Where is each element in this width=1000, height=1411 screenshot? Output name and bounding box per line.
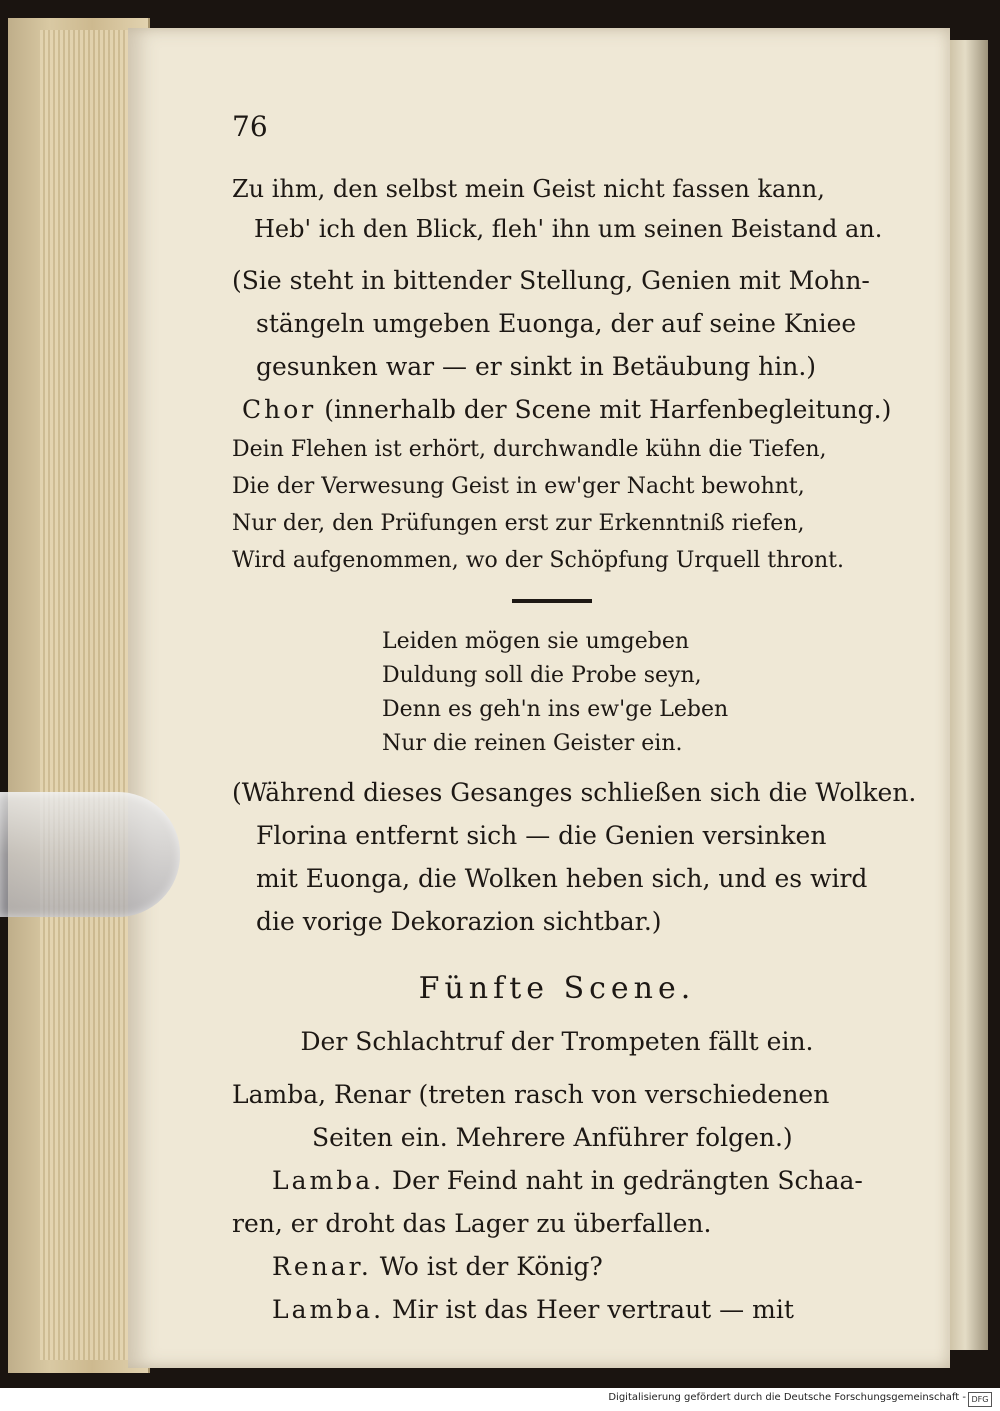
dialogue (232, 1159, 882, 1331)
dialogue-line (232, 1202, 882, 1245)
text-line: stängeln umgeben Euonga, der auf seine Kniee (256, 309, 857, 338)
speaker-name: Lamba. (272, 1295, 385, 1324)
speaker-name: Renar. (272, 1252, 372, 1281)
page-stack (40, 30, 130, 1360)
footer-credit: Digitalisierung gefördert durch die Deutsche Forschungsgemeinschaft - (608, 1392, 966, 1403)
chor-lines (232, 431, 882, 579)
top-lines (232, 169, 882, 249)
text-line: (Während dieses Gesanges schließen sich die Wolken. (232, 778, 917, 807)
speaker-name: Chor (242, 395, 317, 424)
scene-subtitle: Der Schlachtruf der Trompeten fällt ein. (300, 1027, 814, 1056)
text-line: gesunken war — er sinkt in Betäubung hin.) (256, 352, 817, 381)
entrance-direction (232, 1073, 882, 1159)
verse-line: Duldung soll die Probe seyn, (382, 663, 702, 688)
text-line: (Sie steht in bittender Stellung, Genien mit Mohn- (232, 266, 870, 295)
text-line: Dein Flehen ist erhört, durchwandle kühn die Tiefen, (232, 437, 827, 462)
verse (232, 625, 882, 761)
dialogue-text: Der Feind naht in gedrängten Schaa- (392, 1166, 863, 1195)
text-line: Florina entfernt sich — die Genien versinken (256, 821, 827, 850)
dialogue-text: ren, er droht das Lager zu überfallen. (232, 1209, 712, 1238)
text-line: mit Euonga, die Wolken heben sich, und es wird (256, 864, 868, 893)
dialogue-text: Wo ist der König? (379, 1252, 603, 1281)
chor-direction: (innerhalb der Scene mit Harfenbegleitung.) (324, 395, 892, 424)
dialogue-line (232, 1245, 882, 1288)
page-clip (0, 792, 180, 917)
text-line: Seiten ein. Mehrere Anführer folgen.) (312, 1123, 793, 1152)
text-line: Zu ihm, den selbst mein Geist nicht fassen kann, (232, 175, 825, 203)
page-number: 76 (232, 110, 268, 143)
dialogue-line (232, 1288, 882, 1331)
text-line: Heb' ich den Blick, fleh' ihn um seinen Beistand an. (254, 215, 883, 243)
text-line: die vorige Dekorazion sichtbar.) (256, 907, 662, 936)
stage-direction (232, 771, 917, 943)
verse-line: Denn es geh'n ins ew'ge Leben (382, 697, 729, 722)
dfg-logo: DFG (968, 1392, 992, 1407)
book-right-edge (950, 40, 988, 1350)
section-divider (512, 599, 592, 603)
scene-title: Fünfte Scene. (418, 971, 696, 1006)
page-content (232, 110, 917, 1331)
speaker-name: Lamba. (272, 1166, 385, 1195)
text-line: Nur der, den Prüfungen erst zur Erkenntniß riefen, (232, 511, 805, 536)
text-line: Die der Verwesung Geist in ew'ger Nacht bewohnt, (232, 474, 805, 499)
stage-direction (232, 259, 882, 388)
dialogue-line (232, 1159, 882, 1202)
text-line: Lamba, Renar (treten rasch von verschiedenen (232, 1080, 830, 1109)
verse-line: Leiden mögen sie umgeben (382, 629, 690, 654)
text-line: Wird aufgenommen, wo der Schöpfung Urquell thront. (232, 548, 844, 573)
dialogue-text: Mir ist das Heer vertraut — mit (392, 1295, 794, 1324)
verse-line: Nur die reinen Geister ein. (382, 731, 683, 756)
chor-heading (232, 388, 892, 431)
